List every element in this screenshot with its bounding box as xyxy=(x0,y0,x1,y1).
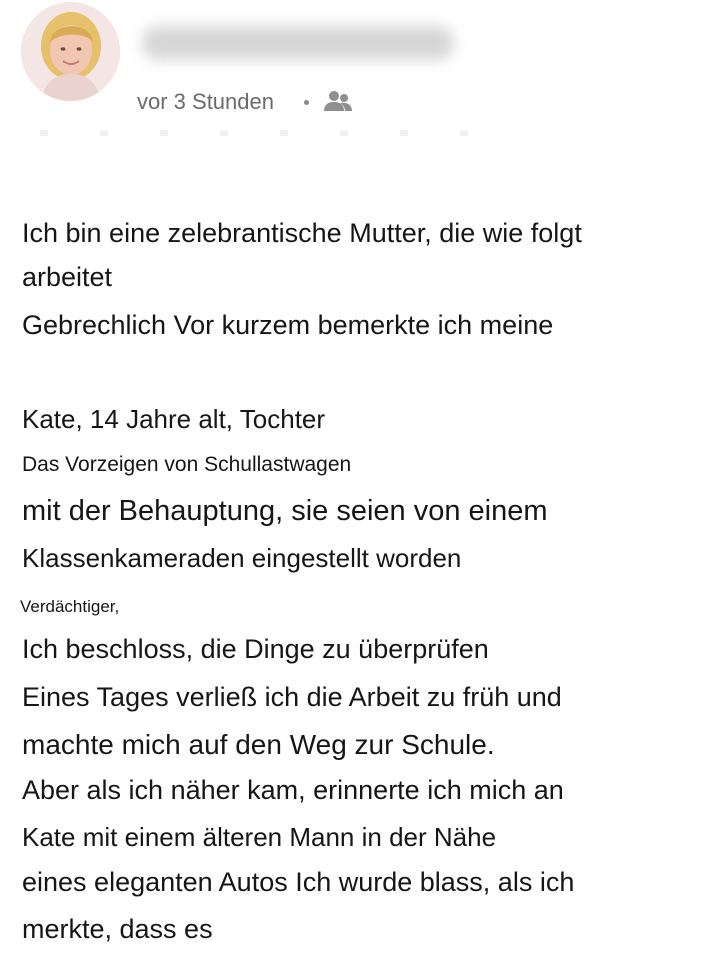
post-text-line: Das Vorzeigen von Schullastwagen xyxy=(22,453,352,476)
post-text-line: Kate mit einem älteren Mann in der Nähe xyxy=(22,822,497,852)
post-text-line: Ich beschloss, die Dinge zu überprüfen xyxy=(22,634,489,664)
meta-separator-dot xyxy=(304,100,309,105)
post-text-line: merkte, dass es xyxy=(22,914,213,944)
post-text-line: eines eleganten Autos Ich wurde blass, als ich xyxy=(22,867,575,897)
post-text-line: Gebrechlich Vor kurzem bemerkte ich meine xyxy=(22,310,554,340)
author-avatar[interactable] xyxy=(21,2,120,101)
post-text-line: Verdächtiger, xyxy=(20,597,120,616)
avatar-photo-icon xyxy=(21,2,120,101)
post-text-line: machte mich auf den Weg zur Schule. xyxy=(22,729,495,760)
post-text-line: Kate, 14 Jahre alt, Tochter xyxy=(22,404,326,434)
post-text-line: arbeitet xyxy=(22,262,113,292)
post-text-line: mit der Behauptung, sie seien von einem xyxy=(22,495,548,527)
post-text-line: Aber als ich näher kam, erinnerte ich mich an xyxy=(22,775,564,805)
post-text-line: Eines Tages verließ ich die Arbeit zu früh und xyxy=(22,682,562,712)
post-text-line: Klassenkameraden eingestellt worden xyxy=(22,543,462,573)
post-timestamp[interactable]: vor 3 Stunden xyxy=(137,89,274,114)
author-name-blurred[interactable] xyxy=(142,26,454,60)
friends-icon[interactable] xyxy=(323,89,353,115)
post-text-line: Ich bin eine zelebrantische Mutter, die wie folgt xyxy=(22,218,582,248)
post-meta xyxy=(137,89,353,115)
faint-divider xyxy=(40,130,520,136)
